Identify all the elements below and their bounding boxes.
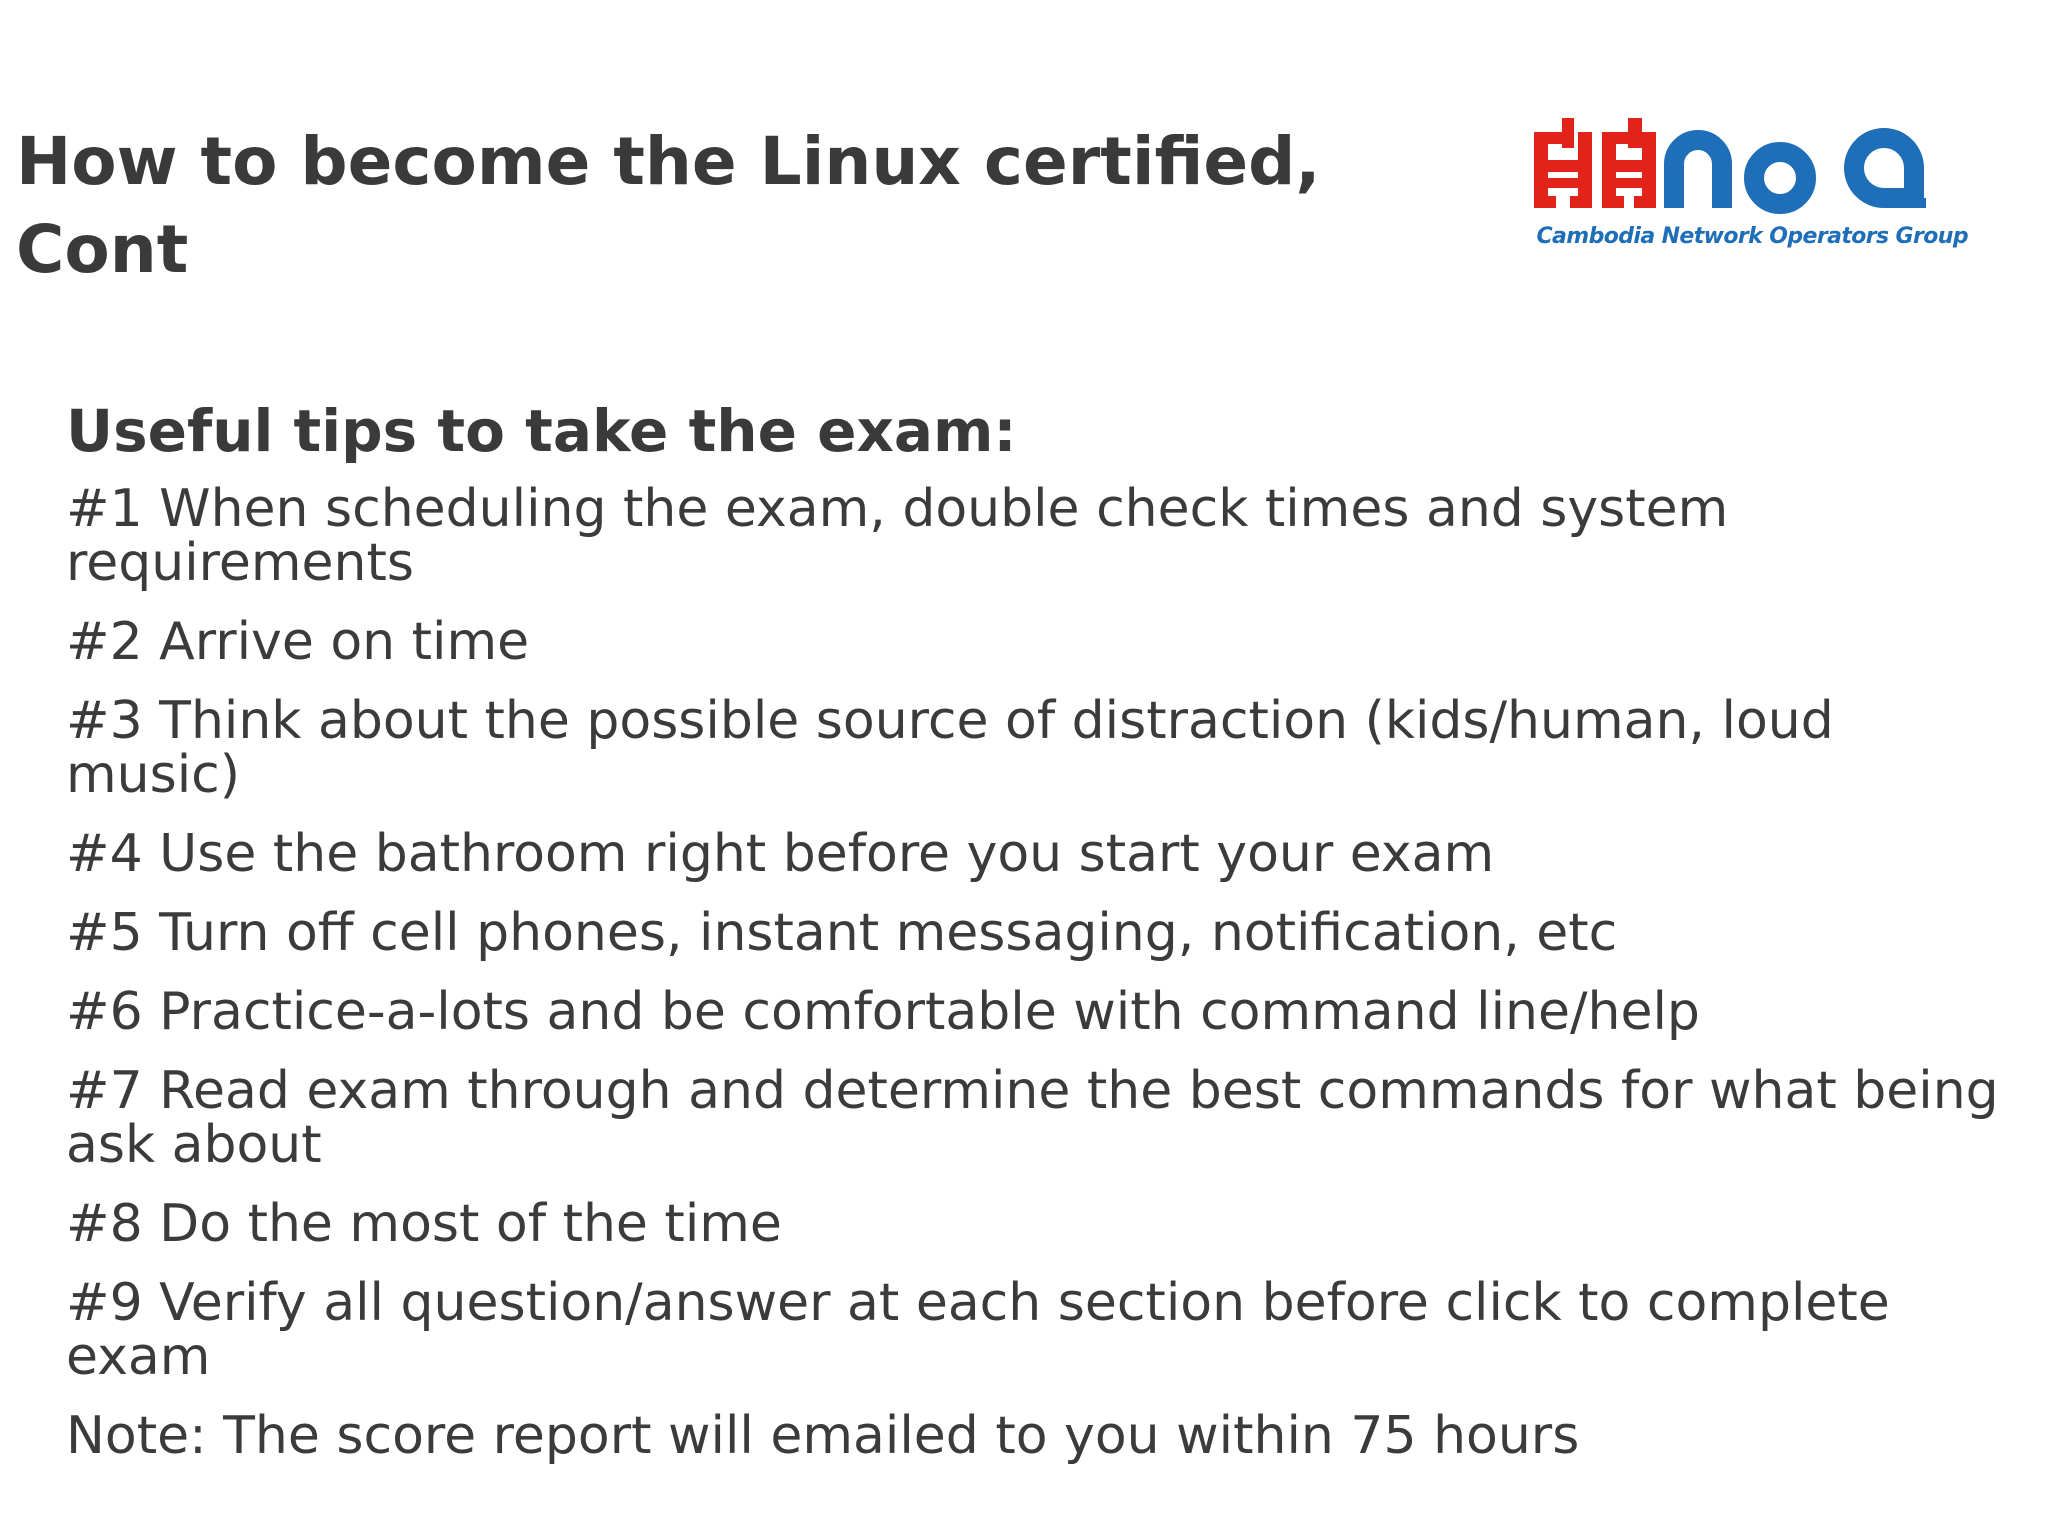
tip-item-8: #8 Do the most of the time	[66, 1194, 782, 1254]
khnog-blue-lettering	[1674, 138, 1924, 208]
tip-item-2: #2 Arrive on time	[66, 612, 530, 672]
tip-item-3: #3 Think about the possible source of distraction (kids/human, loud music)	[66, 691, 1834, 805]
slide-title-line-2: Cont	[16, 211, 189, 288]
tip-item-9: #9 Verify all question/answer at each section before click to complete exam	[66, 1273, 1890, 1387]
tips-heading: Useful tips to take the exam:	[66, 397, 1017, 465]
khnog-logo	[1528, 112, 1968, 262]
slide-content	[66, 388, 2006, 1466]
slide-title	[16, 118, 1456, 294]
khnog-red-glyph	[1534, 118, 1656, 208]
tip-item-1: #1 When scheduling the exam, double check times and system requirements	[66, 479, 1729, 593]
tips-list	[66, 479, 2006, 1387]
tip-item-7: #7 Read exam through and determine the best commands for what being ask about	[66, 1061, 1999, 1175]
tip-item-4: #4 Use the bathroom right before you start your exam	[66, 824, 1495, 884]
slide-title-line-1: How to become the Linux certified,	[16, 123, 1321, 200]
khnog-logo-mark	[1528, 112, 1968, 222]
khnog-logo-caption: Cambodia Network Operators Group	[1536, 224, 1968, 249]
score-report-note: Note: The score report will emailed to you within 75 hours	[66, 1406, 1580, 1466]
tip-item-6: #6 Practice-a-lots and be comfortable with command line/help	[66, 982, 1700, 1042]
tip-item-5: #5 Turn off cell phones, instant messaging, notification, etc	[66, 903, 1618, 963]
